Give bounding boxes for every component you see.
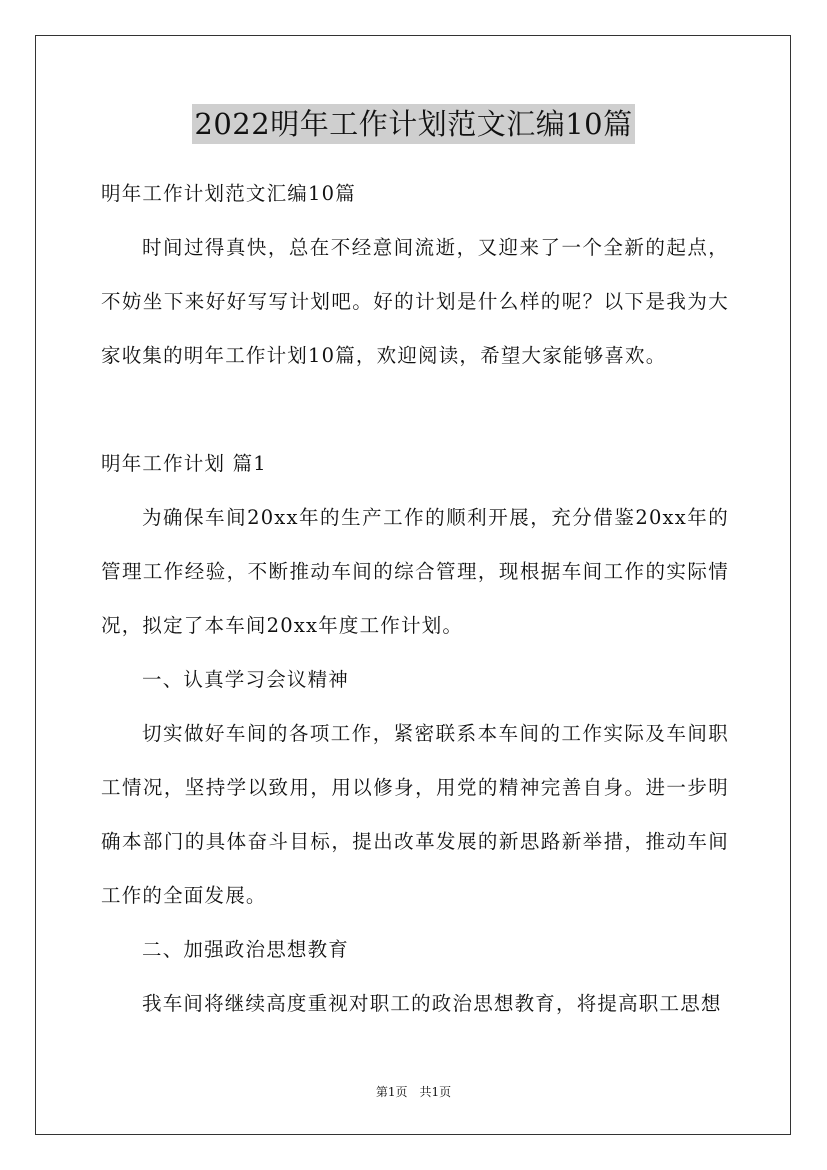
page-number-current: 第1页 xyxy=(375,1085,408,1099)
title-container xyxy=(0,104,827,144)
section-heading: 明年工作计划 篇1 xyxy=(101,452,267,475)
item-1-body: 切实做好车间的各项工作，紧密联系本车间的工作实际及车间职工情况，坚持学以致用，用以修身，用党的精神完善自身。进一步明确本部门的具体奋斗目标，提出改革发展的新思路新举措，推动车间工作的全面发展。 xyxy=(101,722,729,907)
page-footer xyxy=(0,1084,827,1100)
section-paragraph-1: 为确保车间20xx年的生产工作的顺利开展，充分借鉴20xx年的管理工作经验，不断推动车间的综合管理，现根据车间工作的实际情况，拟定了本车间20xx年度工作计划。 xyxy=(101,506,729,637)
intro-paragraph: 时间过得真快，总在不经意间流逝，又迎来了一个全新的起点，不妨坐下来好好写写计划吧。好的计划是什么样的呢？以下是我为大家收集的明年工作计划10篇，欢迎阅读，希望大家能够喜欢。 xyxy=(101,236,729,367)
document-subtitle: 明年工作计划范文汇编10篇 xyxy=(101,182,356,205)
item-2-body: 我车间将继续高度重视对职工的政治思想教育，将提高职工思想 xyxy=(142,992,722,1015)
item-2-heading: 二、加强政治思想教育 xyxy=(142,938,350,961)
item-1-heading: 一、认真学习会议精神 xyxy=(142,668,350,691)
document-title: 2022明年工作计划范文汇编10篇 xyxy=(192,104,634,144)
page-number-total: 共1页 xyxy=(419,1085,452,1099)
